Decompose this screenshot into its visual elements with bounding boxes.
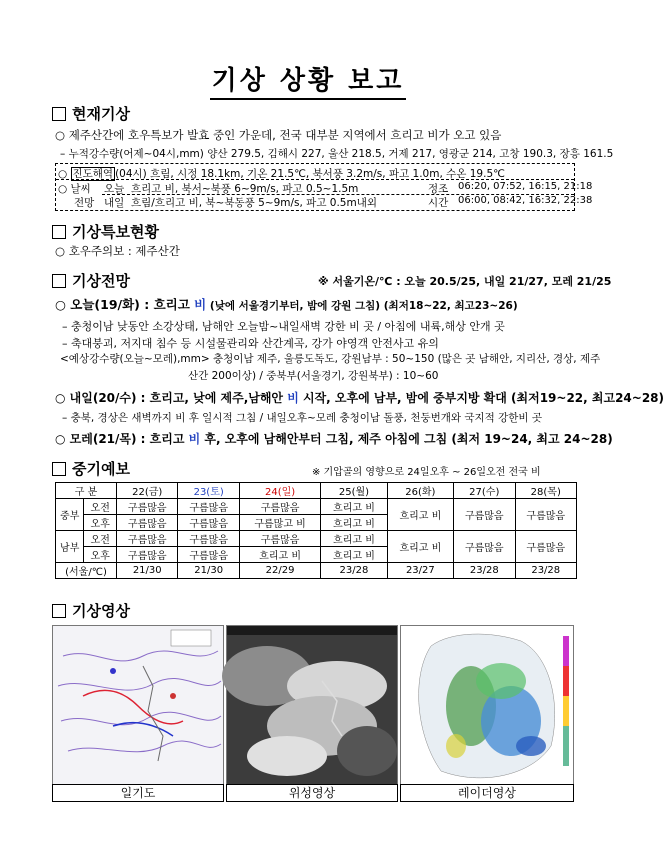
midterm-note: ※ 기압골의 영향으로 24일오후 ~ 26일오전 전국 비 [312,467,541,478]
table-cell: 구름많음 [117,499,178,515]
header-cell: 23(토) [178,483,239,499]
today-forecast: ○ 오늘(19/화) : 흐리고 비 (낮에 서울경기부터, 밤에 강원 그침) (최저18~22, 최고23~26) [55,297,518,312]
satellite-graphic [227,626,397,784]
square-bullet-icon [52,107,66,121]
midterm-heading: 중기예보 [52,458,130,479]
table-cell: 23/28 [321,563,387,579]
table-cell: 구름많음 [239,531,320,547]
satellite-image[interactable] [226,625,398,785]
tomorrow-outlook: 내일 흐림/흐리고 비, 북~북동풍 5~9m/s, 파고 0.5m내외 [104,197,378,209]
tide-tomorrow: 06:00, 08:42, 16:32, 22:38 [458,195,593,206]
tide-today: 06:20, 07:52, 16:15, 21:18 [458,181,593,192]
square-bullet-icon [52,274,66,288]
table-cell: 흐리고 비 [387,499,453,531]
images-heading: 기상영상 [52,600,130,621]
table-cell: 21/30 [117,563,178,579]
table-cell: 23/28 [454,563,515,579]
square-bullet-icon [52,462,66,476]
jindo-text: (04시) 흐림, 시정 18.1km, 기온 21.5℃, 북서풍 3.2m/s, 파고 1.0m, 수온 19.5℃ [115,168,505,180]
satellite-caption: 위성영상 [226,784,398,802]
table-cell: 구름많음 [117,547,178,563]
table-cell: 21/30 [178,563,239,579]
table-cell: 흐리고 비 [239,547,320,563]
header-cell: 28(목) [515,483,577,499]
square-bullet-icon [52,225,66,239]
square-bullet-icon [52,604,66,618]
header-cell: 24(일) [239,483,320,499]
table-cell: 구름많음 [239,499,320,515]
table-header-row [56,483,577,499]
marine-box [55,163,593,211]
table-cell: 구름많음 [515,531,577,563]
table-cell: 23/28 [515,563,577,579]
table-cell: 구름많음 [178,531,239,547]
expected-rain-1: <예상강수량(오늘~모레),mm> 충청이남 제주, 울릉도독도, 강원남부 : 50~150 (많은 곳 남해안, 지리산, 경상, 제주 [60,353,601,365]
table-cell: 흐리고 비 [321,499,387,515]
current-weather-heading: 현재기상 [52,103,130,124]
today-sub-2: – 축대붕괴, 저지대 침수 등 시설물관리와 산간계곡, 강가 야영객 안전사고 유의 [62,337,439,350]
period-cell: 오전 [84,499,117,515]
region-cell: 남부 [56,531,84,563]
weather-map-caption: 일기도 [52,784,224,802]
period-cell: 오후 [84,515,117,531]
table-cell: 흐리고 비 [321,515,387,531]
header-cell: 26(화) [387,483,453,499]
forecast-heading: 기상전망 [52,270,130,291]
table-cell: 흐리고 비 [321,531,387,547]
seoul-temp-note: ※ 서울기온/℃ : 오늘 20.5/25, 내일 21/27, 모레 21/25 [318,275,612,288]
header-cell: 27(수) [454,483,515,499]
table-cell: 구름많음 [515,499,577,531]
page-title: 기상 상황 보고 [0,60,616,97]
weather-map-graphic [53,626,223,784]
table-cell: 22/29 [239,563,320,579]
today-outlook: 오늘 흐리고 비, 북서~북풍 6~9m/s, 파고 0.5~1.5m [104,183,359,195]
dayafter-forecast: ○ 모레(21/목) : 흐리고 비 후, 오후에 남해안부터 그침, 제주 아침에 그침 (최저 19~24, 최고 24~28) [55,432,613,446]
period-cell: 오전 [84,531,117,547]
table-row [56,563,577,579]
special-item: ○ 호우주의보 : 제주산간 [55,244,180,258]
seoul-label-cell: (서울/℃) [56,563,117,579]
header-cell: 25(월) [321,483,387,499]
current-summary: ○ 제주산간에 호우특보가 발효 중인 가운데, 전국 대부분 지역에서 흐리고 비가 오고 있음 [55,128,502,142]
table-cell: 구름많음 [454,499,515,531]
jindo-label: 진도해역 [72,168,114,180]
table-cell: 구름많고 비 [239,515,320,531]
table-cell: 구름많음 [454,531,515,563]
table-row [56,499,577,515]
midterm-table [55,482,577,579]
weather-map-image[interactable] [52,625,224,785]
radar-graphic [401,626,573,784]
expected-rain-2: 산간 200이상) / 중북부(서울경기, 강원북부) : 10~60 [188,370,439,382]
rainfall-line: – 누적강수량(어제~04시,mm) 양산 279.5, 김해시 227, 울산 218.5, 거제 217, 영광군 214, 고창 190.3, 장흥 161.5 [60,148,614,160]
radar-image[interactable] [400,625,574,785]
today-sub-1: – 충청이남 낮동안 소강상태, 남해안 오늘밤~내일새벽 강한 비 곳 / 아침에 내륙,해상 안개 곳 [62,320,505,333]
special-heading: 기상특보현황 [52,221,159,242]
table-cell: 구름많음 [178,515,239,531]
table-cell: 구름많음 [117,531,178,547]
radar-caption: 레이더영상 [400,784,574,802]
table-cell: 흐리고 비 [321,547,387,563]
tomorrow-forecast: ○ 내일(20/수) : 흐리고, 낮에 제주,남해안 비 시작, 오후에 남부, 밤에 중부지방 확대 (최저19~22, 최고24~28) [55,391,664,405]
tomorrow-sub: – 충북, 경상은 새벽까지 비 후 일시적 그침 / 내일오후~모레 충청이남 돌풍, 천둥번개와 국지적 강한비 곳 [62,412,543,424]
period-cell: 오후 [84,547,117,563]
header-cell: 구 분 [56,483,117,499]
header-cell: 22(금) [117,483,178,499]
table-cell: 구름많음 [178,547,239,563]
tide-label-1: 정조 [428,183,449,195]
region-cell: 중부 [56,499,84,531]
table-cell: 구름많음 [117,515,178,531]
outlook-label-1: ○ 날씨 [58,183,91,195]
table-row [56,531,577,547]
tide-label-2: 시간 [428,197,449,209]
outlook-label-2: 전망 [74,197,95,209]
table-cell: 흐리고 비 [387,531,453,563]
table-cell: 구름많음 [178,499,239,515]
jindo-row: ○ 진도해역 (04시) 흐림, 시정 18.1km, 기온 21.5℃, 북서풍 3.2m/s, 파고 1.0m, 수온 19.5℃ [58,168,505,180]
table-cell: 23/27 [387,563,453,579]
